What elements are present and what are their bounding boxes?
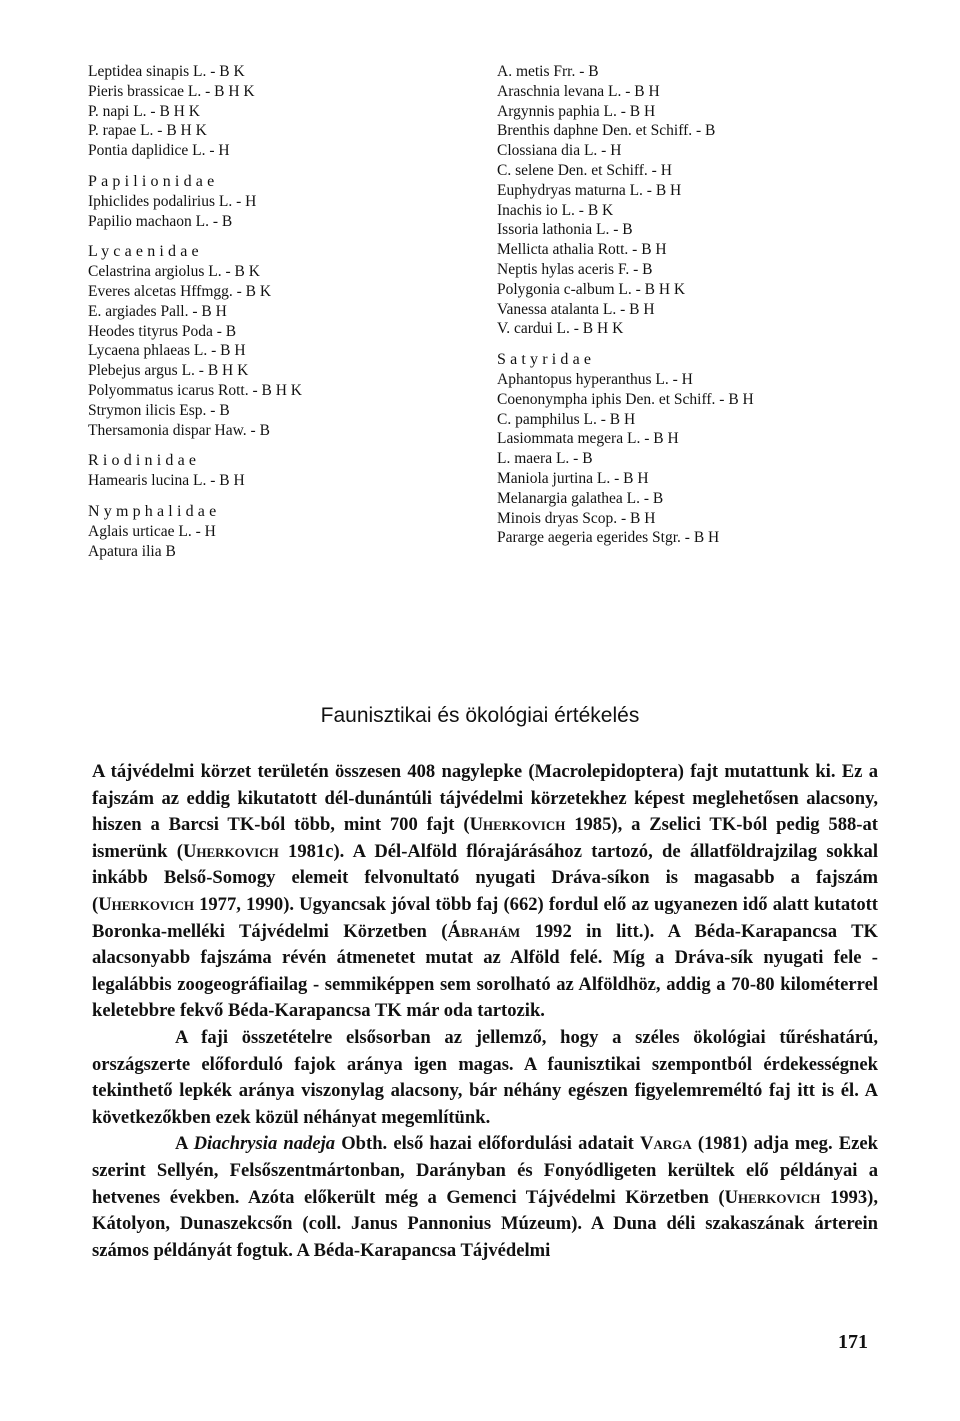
species-entry: Neptis hylas aceris F. - B xyxy=(497,260,653,278)
paragraph xyxy=(92,759,878,1025)
paragraph-text: Obth. első hazai előfordulási adatait xyxy=(335,1133,641,1155)
paragraph-text: A faji összetételre elsősorban az jellemző, hogy a széles ökológiai tűréshatárú, országszerte előforduló fajok aránya igen magas. A faunisztikai szempontból érdekességnek tekinthető lepkék aránya viszonylag alacsony, bár néhány egészen figyelemreméltó faj itt is él. A következőkben ezek közül néhányat megemlítünk. xyxy=(92,1026,878,1128)
species-name: Diachrysia nadeja xyxy=(193,1133,336,1155)
page-number: 171 xyxy=(838,1331,868,1353)
species-entry: A. metis Frr. - B xyxy=(497,63,599,80)
family-heading: Nymphalidae xyxy=(88,502,221,520)
family-heading: Lycaenidae xyxy=(88,243,203,261)
author-citation: Uherkovich xyxy=(469,814,566,836)
species-entry: P. napi L. - B H K xyxy=(88,102,200,120)
species-list-right xyxy=(497,62,917,548)
section-title: Faunisztikai és ökológiai értékelés xyxy=(320,704,640,727)
species-entry: Everes alcetas Hffmgg. - B K xyxy=(88,282,272,300)
species-entry: Aphantopus hyperanthus L. - H xyxy=(497,370,693,388)
paragraph xyxy=(92,1025,878,1131)
species-entry: Pieris brassicae L. - B H K xyxy=(88,82,255,100)
species-entry: Thersamonia dispar Haw. - B xyxy=(88,421,270,439)
species-entry: Clossiana dia L. - H xyxy=(497,142,622,160)
species-entry: C. selene Den. et Schiff. - H xyxy=(497,161,672,179)
family-heading: Papilionidae xyxy=(88,172,219,190)
species-entry: Plebejus argus L. - B H K xyxy=(88,362,249,380)
list-gap xyxy=(497,339,917,350)
species-list-left xyxy=(88,62,468,561)
paragraph-text: 1977, 1990). Ugyancsak jóval több faj (662) fordul elő az ugyanezen idő alatt kutatott Boronka-melléki Tájvédelmi Körzetben ( xyxy=(92,893,878,942)
species-entry: Aglais urticae L. - H xyxy=(88,522,216,540)
species-entry: Heodes tityrus Poda - B xyxy=(88,322,237,340)
species-entry: Hamearis lucina L. - B H xyxy=(88,472,245,490)
paragraph-text: A xyxy=(175,1133,194,1155)
author-citation: Varga xyxy=(640,1133,692,1155)
author-citation: Uherkovich xyxy=(98,893,194,915)
paragraph-text: (1981) adja meg. Ezek szerint Sellyén, Felsőszentmártonban, Darányban és Fonyódligeten kerültek elő példányai a hetvenes években. Azóta előkerült még a Gemenci Tájvédelmi Körzetben ( xyxy=(92,1133,878,1208)
species-entry: Iphiclides podalirius L. - H xyxy=(88,192,257,210)
species-entry: Polygonia c-album L. - B H K xyxy=(497,280,686,298)
species-entry: Leptidea sinapis L. - B K xyxy=(88,63,245,80)
species-entry: Papilio machaon L. - B xyxy=(88,212,233,230)
species-entry: Melanargia galathea L. - B xyxy=(497,489,664,507)
species-entry: Lasiommata megera L. - B H xyxy=(497,430,679,448)
author-citation: Ábrahám xyxy=(447,920,521,942)
paragraph xyxy=(92,1131,878,1264)
list-gap xyxy=(88,161,468,172)
species-entry: L. maera L. - B xyxy=(497,450,593,468)
species-entry: P. rapae L. - B H K xyxy=(88,122,207,140)
species-entry: Pontia daplidice L. - H xyxy=(88,142,230,160)
list-gap xyxy=(88,491,468,502)
species-entry: Brenthis daphne Den. et Schiff. - B xyxy=(497,122,716,140)
family-heading: Satyridae xyxy=(497,351,596,369)
author-citation: Uherkovich xyxy=(724,1186,821,1208)
species-entry: Coenonympha iphis Den. et Schiff. - B H xyxy=(497,390,754,408)
species-entry: Minois dryas Scop. - B H xyxy=(497,509,656,527)
species-entry: Apatura ilia B xyxy=(88,542,176,560)
paragraph-text: A tájvédelmi körzet területén összesen 408 nagylepke (Macrolepidoptera) fajt mutattunk ki. Ez a fajszám az eddig kikutatott dél-dunántúli tájvédelmi körzetekhez képest meglehetősen alacsony, hiszen a Barcsi TK-ból több, mint 700 fajt ( xyxy=(92,761,878,836)
paragraph-text: 1985), a Zselici TK-ból pedig 588-at ismerünk ( xyxy=(92,814,878,862)
species-entry: Euphydryas maturna L. - B H xyxy=(497,181,682,199)
paragraph-text: 1993), Kátolyon, Dunaszekcsőn (coll. Janus Pannonius Múzeum). A Duna déli szakaszának árterein számos példányát fogtuk. A Béda-Karapancsa Tájvédelmi xyxy=(92,1186,878,1261)
species-entry: Araschnia levana L. - B H xyxy=(497,82,660,100)
species-entry: C. pamphilus L. - B H xyxy=(497,410,636,428)
species-entry: Pararge aegeria egerides Stgr. - B H xyxy=(497,529,720,547)
author-citation: Uherkovich xyxy=(182,840,279,862)
species-entry: Vanessa atalanta L. - B H xyxy=(497,300,655,318)
species-entry: Polyommatus icarus Rott. - B H K xyxy=(88,381,302,399)
species-entry: V. cardui L. - B H K xyxy=(497,320,624,338)
species-entry: Inachis io L. - B K xyxy=(497,201,614,219)
list-gap xyxy=(88,440,468,451)
species-entry: Argynnis paphia L. - B H xyxy=(497,102,656,120)
species-entry: Mellicta athalia Rott. - B H xyxy=(497,241,667,259)
species-entry: E. argiades Pall. - B H xyxy=(88,302,227,320)
list-gap xyxy=(88,231,468,242)
species-entry: Lycaena phlaeas L. - B H xyxy=(88,342,246,360)
species-entry: Maniola jurtina L. - B H xyxy=(497,469,649,487)
body-text xyxy=(92,759,878,1264)
species-entry: Issoria lathonia L. - B xyxy=(497,221,633,239)
species-entry: Celastrina argiolus L. - B K xyxy=(88,263,260,281)
paragraph-text: 1981c). A Dél-Alföld flórajárásához tartozó, de állatföldrajzilag sokkal inkább Belső-Somogy elemeit felvonultató nyugati Dráva-síkon is magasabb a fajszám ( xyxy=(92,840,878,915)
family-heading: Riodinidae xyxy=(88,452,201,470)
species-entry: Strymon ilicis Esp. - B xyxy=(88,401,230,419)
paragraph-text: 1992 in litt.). A Béda-Karapancsa TK alacsonyabb fajszáma révén átmenetet mutat az Alföld felé. Míg a Dráva-sík nyugati fele - legalábbis zoogeográfiailag - semmiképpen sem sorolható az Alföldhöz, addig a 70-80 kilométerrel keletebbre fekvő Béda-Karapancsa TK már oda tartozik. xyxy=(92,920,878,1022)
